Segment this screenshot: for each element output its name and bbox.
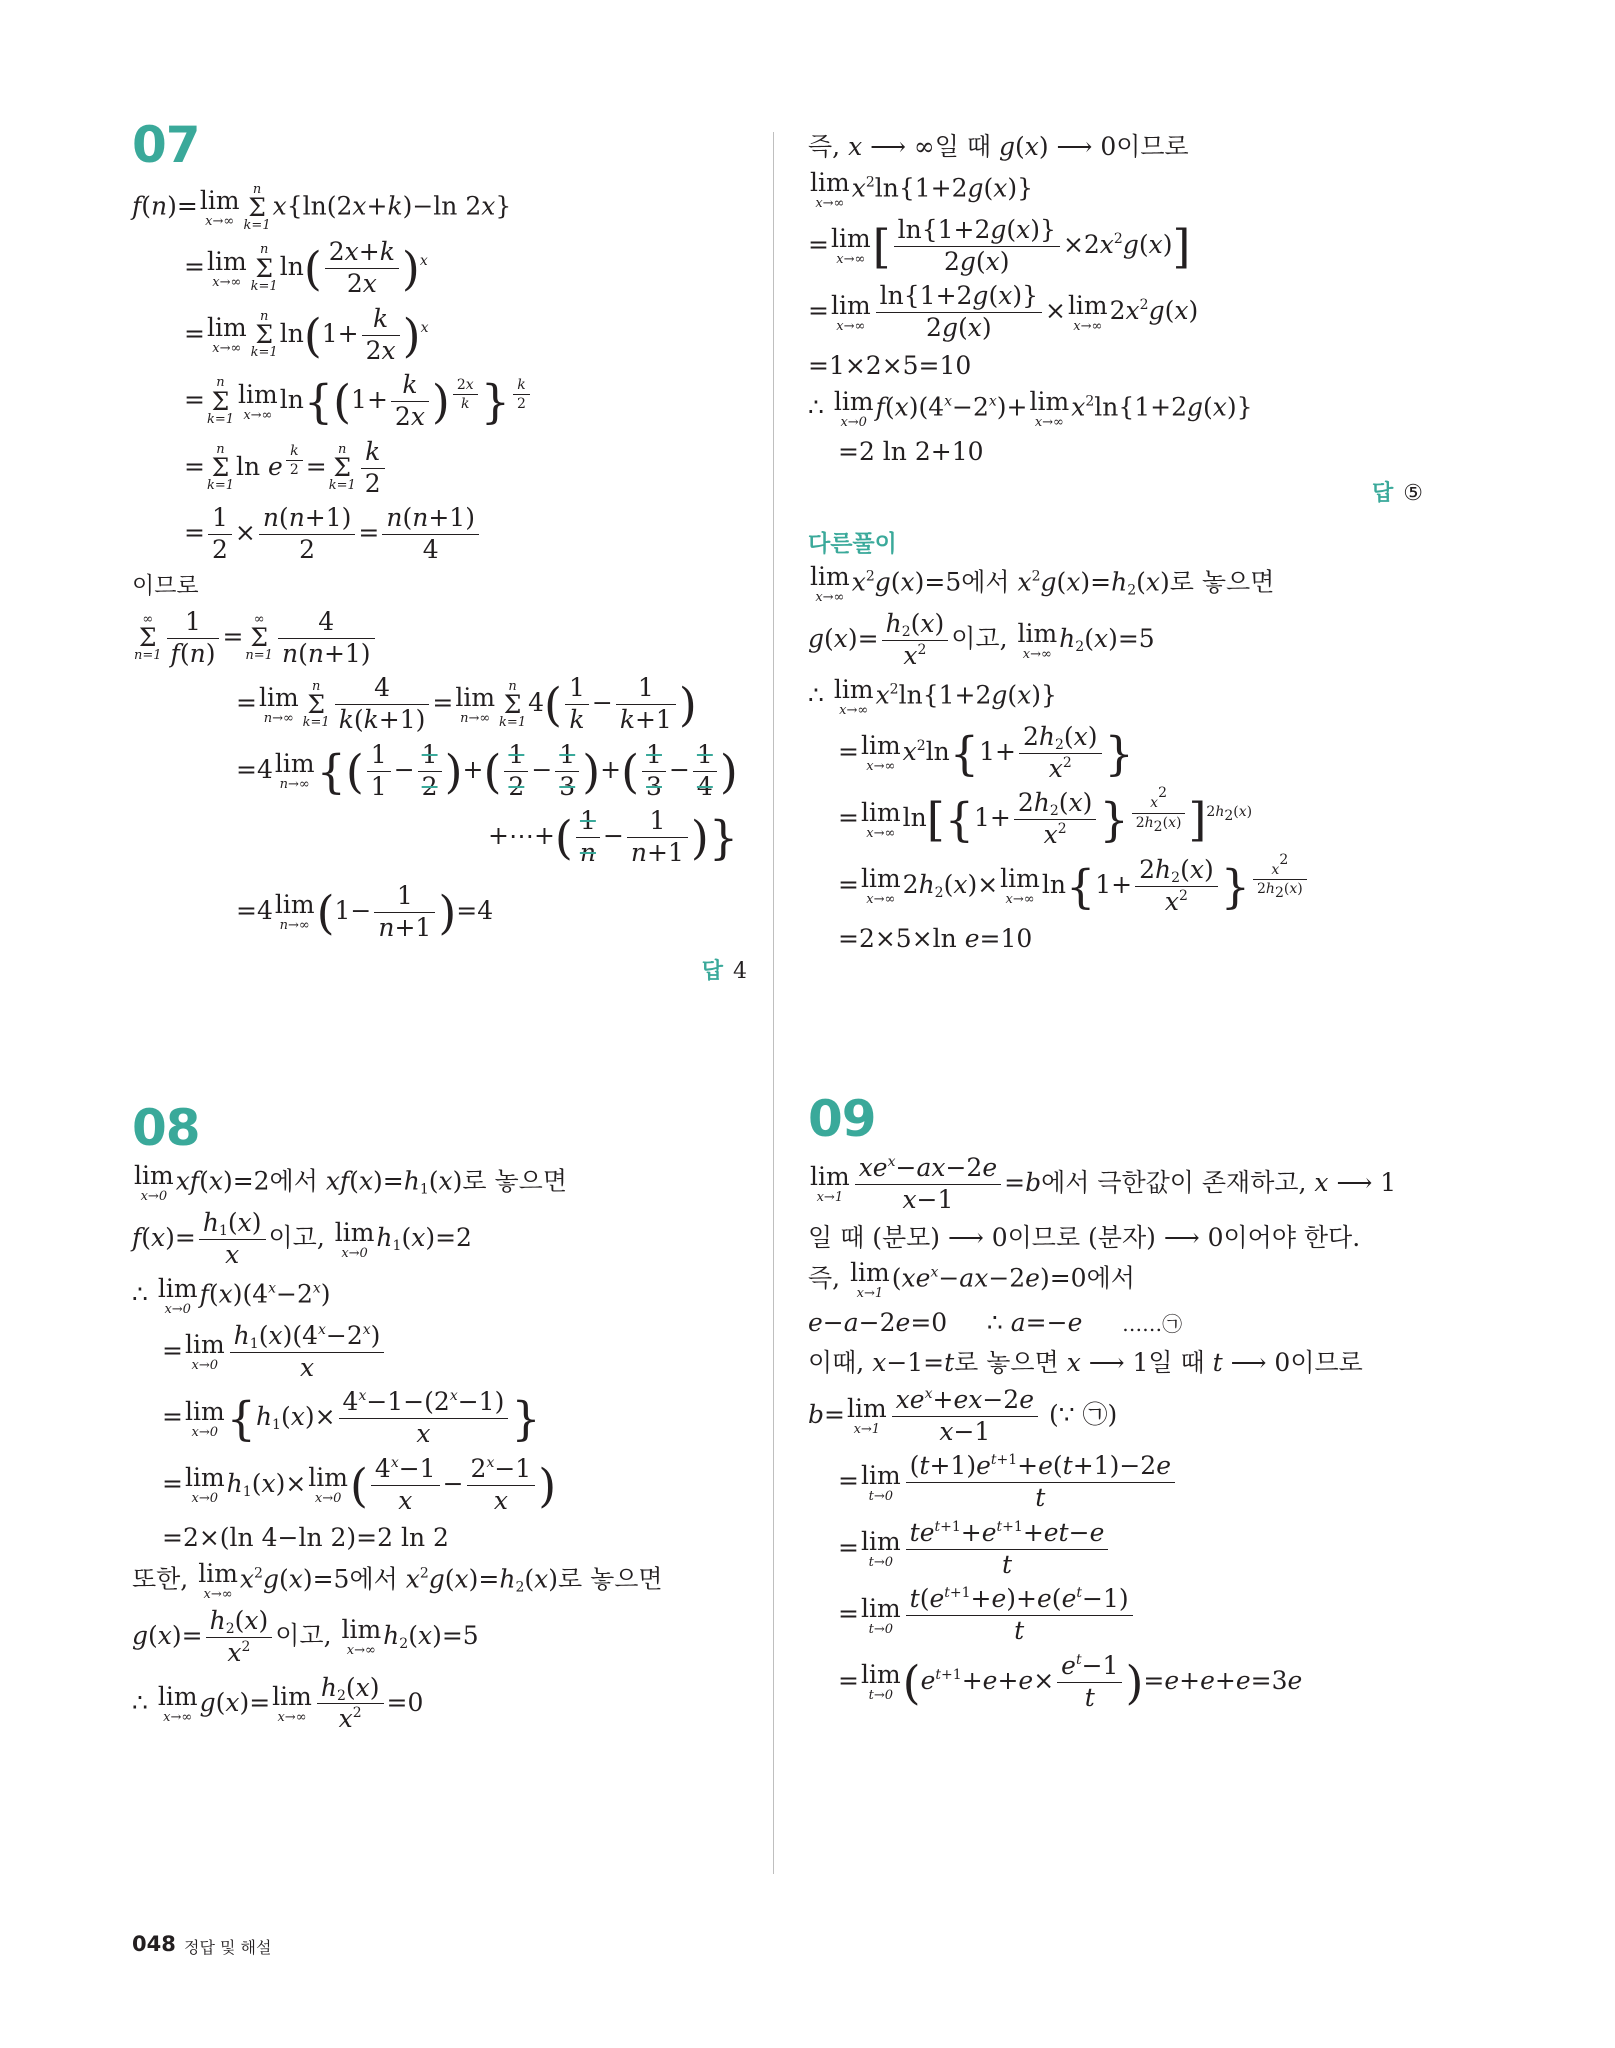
text-segment: 에서 [349,1564,398,1594]
answer-label: 답 [1372,481,1394,507]
text-segment: 0이므로 [1274,1348,1363,1377]
problem-08-number: 08 [132,1099,200,1158]
problem-09-number: 09 [808,1090,876,1148]
text-segment: 에서 극한값이 존재하고, [1041,1167,1307,1197]
text-segment: 또한, [132,1564,189,1594]
equation-marker: ……㉠ [1122,1312,1183,1337]
text-segment: 이고, [268,1223,325,1253]
text-segment: 일 때 (분모) [808,1222,941,1252]
alternative-solution-title: 다른풀이 [808,531,897,558]
problem-07-connector: 이므로 [132,572,199,599]
problem-08-continued: 즉, x ⟶ ∞일 때 g(x) ⟶ 0이므로 lim x→∞ $x^2\ln\{1+2g(x)\}$ = lim x→∞ [ $\frac{\ln\{1+2g(x)\}}{2g(x)}$ $\times 2x^2g(x)$] = lim x→∞ $\frac{\ln\{1+2g(x)\}}{2g(x)}$ × lim x→∞ $2x^2g(x)$ =1×2×5=10 ∴ lim x→0 $f(x)(4^x-2^x)+$ lim x→∞ $x^2\ln\{1+2g(x)\}$ =2 ln 2+10 [808,132,1253,466]
text-segment: 0이어야 한다. [1207,1222,1361,1252]
problem-09-solution: lim x→1 $\frac{xe^x-ax-2e}{x-1}$ =b에서 극한값이 존재하고, x ⟶ 1 일 때 (분모) ⟶ 0이므로 (분자) ⟶ 0이어야 한다. 즉, lim x→1 $(xe^x-ax-2e)=0$에서 e−a−2e=0 ∴ a=−e ……㉠ 이때, x−1=t로 놓으면 x ⟶ 1일 때 t ⟶ 0이므로 b= lim x→1 $\frac{xe^x+ex-2e}{x-1}$ (∵ ㉠) = lim t→0 $\frac{(t+1)e^{t+1}+e(t+1)-2e}{t}$ = lim t→0 $\frac{te^{t+1}+e^{t+1}+et-e}{t}$ = lim t→0 $\frac{t(e^{t+1}+e)+e(e^t-1)}{t}$ = lim t→0 ($e^{t+1}+e+e\times$ $\frac{e^t-1}{t}$ )=e+e+e=3e [808,1153,1397,1712]
alternative-solution: lim x→∞ $x^2g(x)=5$에서 $x^2g(x)=h_2(x)$로 놓으면 g(x)= $\frac{h_2(x)}{x^2}$ 이고, lim x→∞ $h_2(x)=5$ ∴ lim x→∞ $x^2\ln\{1+2g(x)\}$ = lim x→∞ $x^2\ln\{1+$ $\frac{2h_2(x)}{x^2}$ } = lim x→∞ ln[{1+ $\frac{2h_2(x)}{x^2}$ } $^{\frac{x^2}{2h_2(x)}}$ ]$^{2h_2(x)}$ = lim x→∞ $2h_2(x)\times$ lim x→∞ ln{1+ $\frac{2h_2(x)}{x^2}$ } $^{\frac{x^2}{2h_2(x)}}$ =2×5×ln e=10 [808,564,1423,956]
text-segment: 0이므로 (분자) [991,1222,1156,1252]
problem-07-number: 07 [132,116,200,174]
problem-07-answer [132,954,747,985]
problem-07-solution: f(n)= lim x→∞ n Σ k=1 x{ln(2x+k)−ln 2x} = lim x→∞ n Σ k=1 ln( $\frac{2x+k}{2x}$ )$^x$ = lim x→∞ n Σ k=1 ln(1+ $\frac{k}{2x}$ )$^x$ = n Σ k=1 lim x→∞ ln{(1+ $\frac{k}{2x}$ ) $^{\frac{2x}{k}}$ } $^{\frac{k}{2}}$ = n Σ k=1 ln e $^{\frac{k}{2}}$ = n Σ k=1 $\frac{k}{2}$ = $\frac{1}{2}$ × $\frac{n(n+1)}{2}$ = $\frac{n(n+1)}{4}$ 이므로 ∞ Σ n=1 $\frac{1}{f(n)}$ = ∞ Σ n=1 $\frac{4}{n(n+1)}$ = lim n→∞ n Σ k=1 $\frac{4}{k(k+1)}$ = lim n→∞ n Σ k=1 4( $\frac{1}{k}$ − $\frac{1}{k+1}$ ) =4 lim n→∞ {( $\frac{1}{1}$ − $\frac{1}{2}$ )+( $\frac{1}{2}$ − $\frac{1}{3}$ )+( $\frac{1}{3}$ − $\frac{1}{4}$ ) +⋯+( $\frac{1}{n}$ − $\frac{1}{n+1}$ )} =4 lim n→∞ (1− $\frac{1}{n+1}$ )=4 [132,184,747,942]
text-segment: 에서 [961,567,1010,597]
text-segment: 즉, [808,1263,841,1293]
text-segment: 1일 때 [1132,1348,1205,1377]
footer-title: 정답 및 해설 [184,1938,272,1957]
left-column [132,116,747,1740]
text-segment: 일 때 [934,132,991,161]
answer-label: 답 [701,959,723,985]
text-segment: 이므로 [1116,132,1189,161]
column-divider [773,132,774,1874]
text-segment: 에서 [269,1166,318,1196]
text-segment: 로 놓으면 [1169,567,1275,597]
right-column [808,124,1423,1718]
text-segment: 이고, [951,624,1008,653]
problem-08-solution: lim x→0 xf(x)=2에서 $xf(x)=h_1(x)$로 놓으면 f(x)= $\frac{h_1(x)}{x}$ 이고, lim x→0 $h_1(x)=2$ ∴ lim x→0 $f(x)(4^x-2^x)$ = lim x→0 $\frac{h_1(x)(4^x-2^x)}{x}$ = lim x→0 {$h_1(x)\times$ $\frac{4^x-1-(2^x-1)}{x}$ } = lim x→0 $h_1(x)\times$ lim x→0 ( $\frac{4^x-1}{x}$ − $\frac{2^x-1}{x}$ ) =2×(ln 4−ln 2)=2 ln 2 또한, lim x→∞ $x^2g(x)=5$에서 $x^2g(x)=h_2(x)$로 놓으면 g(x)= $\frac{h_2(x)}{x^2}$ 이고, lim x→∞ $h_2(x)=5$ ∴ lim x→∞ g(x)= lim x→∞ $\frac{h_2(x)}{x^2}$ =0 [132,1161,663,1734]
text-segment: 이때, [808,1348,865,1377]
text-segment: (∵ ㉠) [1048,1399,1118,1429]
page-number: 048 [132,1932,176,1956]
text-segment: 로 놓으면 [558,1564,663,1594]
text-segment: 로 놓으면 [462,1166,567,1196]
answer-value: 4 [733,959,747,985]
text-segment: 즉, [808,132,841,161]
answer-value: ⑤ [1403,481,1423,507]
text-segment: 로 놓으면 [954,1348,1059,1377]
text-segment: 에서 [1086,1263,1135,1293]
problem-08-answer [808,476,1423,507]
text-segment: 이고, [275,1620,332,1650]
